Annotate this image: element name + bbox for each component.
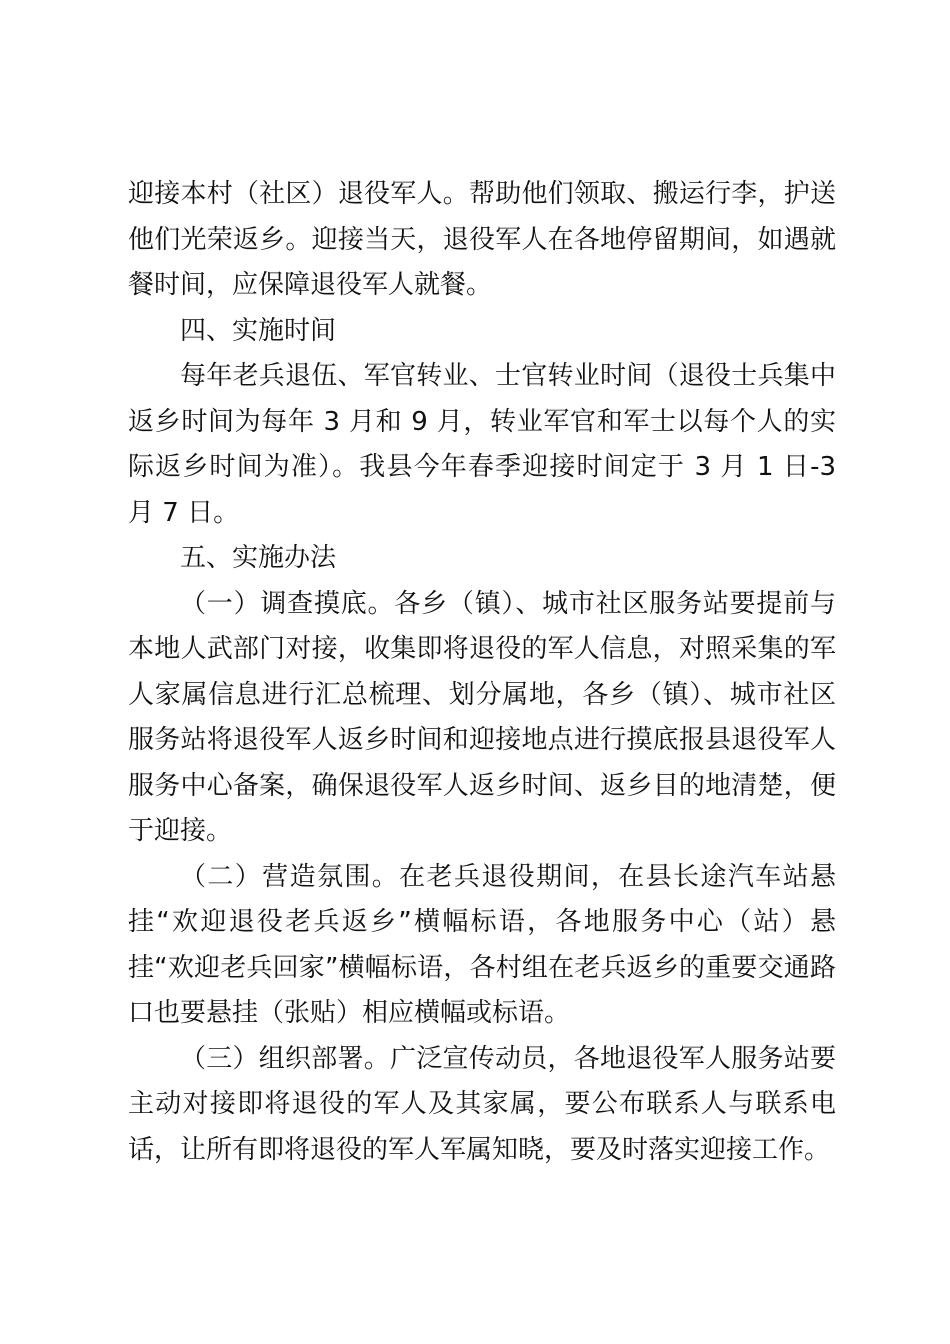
paragraph-organization: （三）组织部署。广泛宣传动员，各地退役军人服务站要主动对接即将退役的军人及其家属，要公布联系人与联系电话，让所有即将退役的军人军属知晓，要及时落实迎接工作。 [128, 1043, 836, 1165]
paragraph-continuation: 迎接本村（社区）退役军人。帮助他们领取、搬运行李，护送他们光荣返乡。迎接当天，退役军人在各地停留期间，如遇就餐时间，应保障退役军人就餐。 [128, 179, 836, 300]
paragraph-atmosphere: （二）营造氛围。在老兵退役期间，在县长途汽车站悬挂“欢迎退役老兵返乡”横幅标语，各地服务中心（站）悬挂“欢迎老兵回家”横幅标语，各村组在老兵返乡的重要交通路口也要悬挂（张贴）相应横幅或标语。 [128, 861, 836, 1028]
paragraph-survey: （一）调查摸底。各乡（镇）、城市社区服务站要提前与本地人武部门对接，收集即将退役的军人信息，对照采集的军人家属信息进行汇总梳理、划分属地，各乡（镇）、城市社区服务站将退役军人返乡时间和迎接地点进行摸底报县退役军人服务中心备案，确保退役军人返乡时间、返乡目的地清楚，便于迎接。 [128, 588, 836, 846]
paragraph-implementation-time: 每年老兵退伍、军官转业、士官转业时间（退役士兵集中返乡时间为每年 3 月和 9 月，转业军官和军士以每个人的实际返乡时间为准）。我县今年春季迎接时间定于 3 月 1 日-3 月 7 日。 [128, 361, 836, 528]
document-body [128, 172, 836, 1173]
section-heading-implementation-time: 四、实施时间 [180, 315, 337, 346]
section-heading-implementation-method: 五、实施办法 [180, 543, 337, 573]
